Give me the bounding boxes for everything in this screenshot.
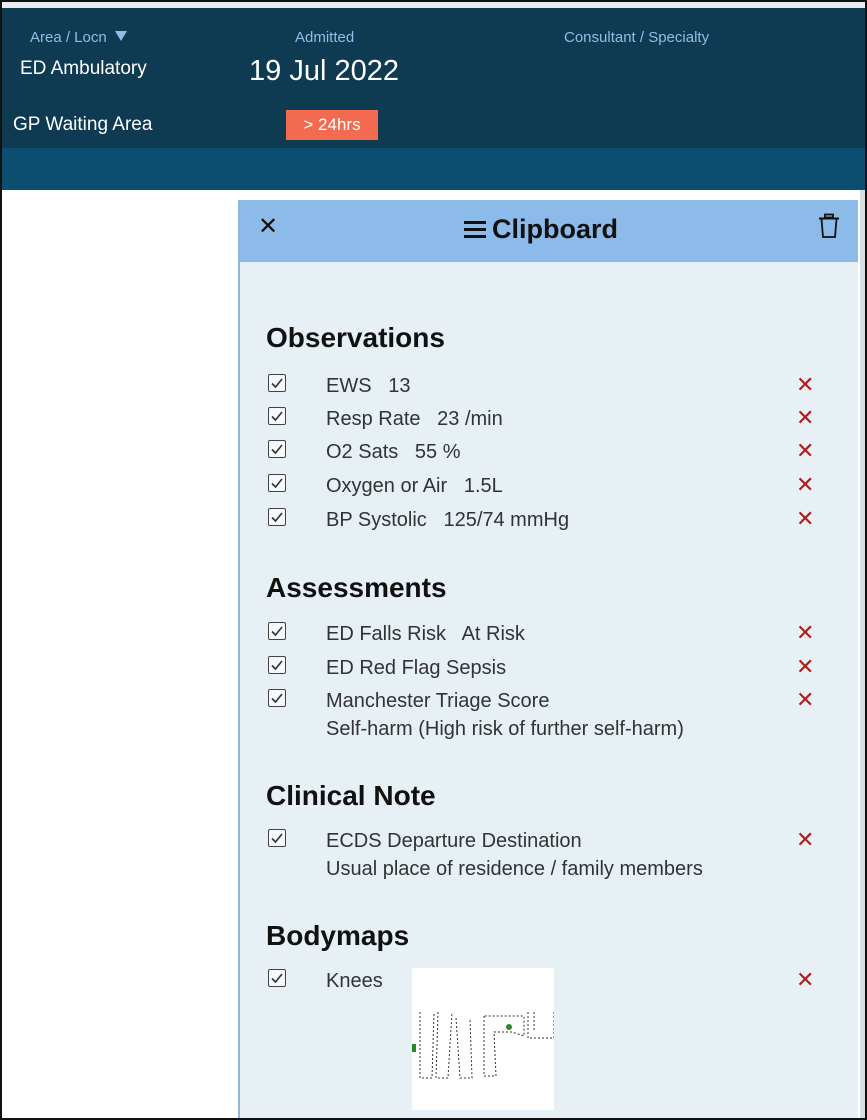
area-location-value: ED Ambulatory	[20, 58, 147, 79]
remove-item-button[interactable]: ✕	[796, 827, 815, 852]
item-label: Knees	[326, 970, 383, 992]
remove-item-button[interactable]: ✕	[796, 405, 815, 430]
remove-item-button[interactable]: ✕	[796, 620, 815, 645]
remove-item-button[interactable]: ✕	[796, 506, 815, 531]
admitted-label: Admitted	[295, 29, 355, 46]
remove-item-button[interactable]: ✕	[796, 438, 815, 463]
section-title-bodymaps: Bodymaps	[266, 920, 410, 951]
wait-time-badge: > 24hrs	[286, 110, 378, 140]
remove-item-button[interactable]: ✕	[796, 654, 815, 679]
item-label: EWS 13	[326, 375, 411, 397]
item-sublabel: Usual place of residence / family members	[326, 858, 703, 880]
item-sublabel: Self-harm (High risk of further self-harm)	[326, 718, 684, 740]
item-label: Oxygen or Air 1.5L	[326, 475, 503, 497]
consultant-specialty-label: Consultant / Specialty	[564, 29, 710, 46]
section-title-assessments: Assessments	[266, 572, 447, 603]
remove-item-button[interactable]: ✕	[796, 372, 815, 397]
clipboard-title-text: Clipboard	[492, 214, 618, 244]
item-label: ECDS Departure Destination	[326, 830, 582, 852]
close-button[interactable]: ✕	[258, 213, 279, 240]
section-title-clinical-note: Clinical Note	[266, 780, 436, 811]
item-label: O2 Sats 55 %	[326, 441, 461, 463]
remove-item-button[interactable]: ✕	[796, 472, 815, 497]
item-label: BP Systolic 125/74 mmHg	[326, 509, 570, 531]
item-label: ED Red Flag Sepsis	[326, 657, 507, 679]
admitted-date: 19 Jul 2022	[249, 55, 399, 87]
item-label: ED Falls Risk At Risk	[326, 623, 525, 645]
location-value: GP Waiting Area	[13, 114, 153, 135]
remove-item-button[interactable]: ✕	[796, 687, 815, 712]
item-label: Resp Rate 23 /min	[326, 408, 503, 430]
item-label: Manchester Triage Score	[326, 690, 550, 712]
area-location-label: Area / Locn	[30, 29, 107, 46]
remove-item-button[interactable]: ✕	[796, 967, 815, 992]
section-title-observations: Observations	[266, 322, 445, 353]
